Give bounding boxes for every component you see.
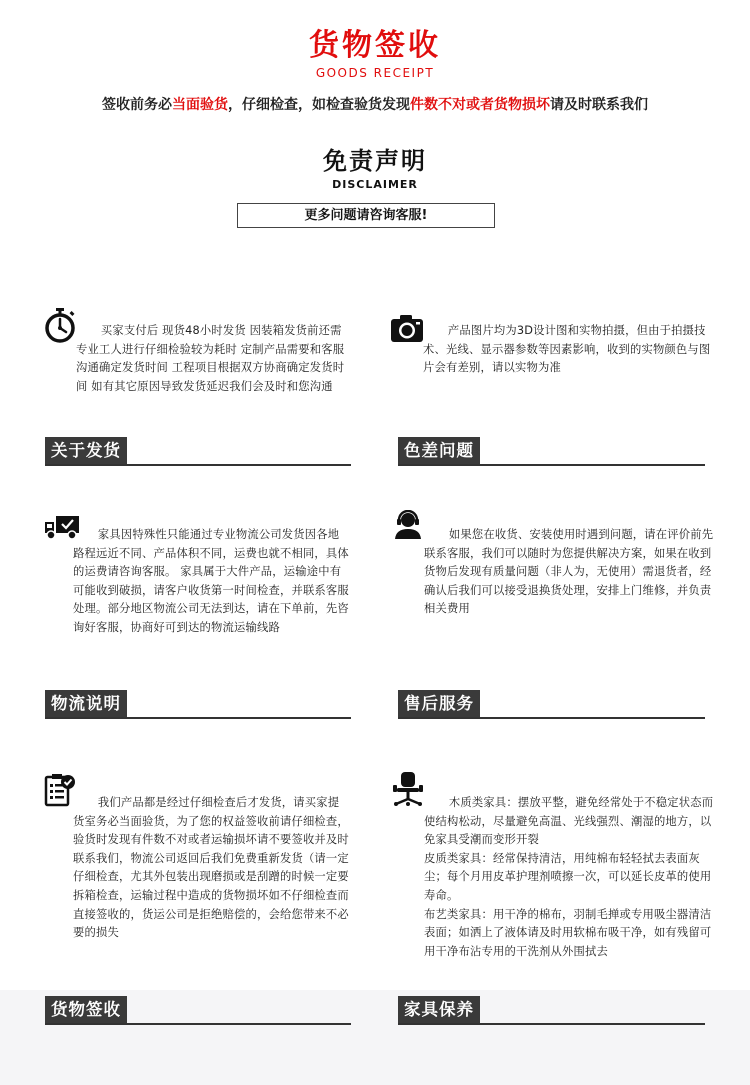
notice-highlight-1: 当面验货 xyxy=(172,97,228,113)
camera-icon xyxy=(390,312,424,344)
aftersales-text: 如果您在收货、安装使用时遇到问题，请在评价前先联系客服，我们可以随时为您提供解决方案，如果在收到货物后发现有质量问题（非人为，无使用）需退货者，经确认后我们可以接受退换货处理，安排上门维修，并负责相关费用 xyxy=(424,528,714,616)
receipt-text: 我们产品都是经过仔细检查后才发货，请买家提货室务必当面验货，为了您的权益签收前请仔细检查，验货时发现有件数不对或者运输损坏请不要签收并及时联系我们，物流公司返回后我们免费重新发货（请一定仔细检查，尤其外包装出现磨损或是刮蹭的时候一定要拆箱检查，运输过程中造成的货物损坏如不仔细检查而直接签收的，货运公司是拒绝赔偿的，会给您带来不必要的损失 xyxy=(73,796,349,940)
notice-text-3: 请及时联系我们 xyxy=(550,97,648,113)
section-label-aftersales: 售后服务 xyxy=(398,690,480,718)
section-divider xyxy=(398,717,705,719)
section-divider xyxy=(398,464,705,466)
contact-service-button[interactable]: 更多问题请咨询客服! xyxy=(237,203,495,228)
office-chair-icon xyxy=(392,771,424,807)
section-label-receipt: 货物签收 xyxy=(45,996,127,1024)
care-fabric-text: 布艺类家具：用干净的棉布，羽制毛掸或专用吸尘器清洁表面；如洒上了液体请及时用软棉布吸干净，如有残留可用干净布沾专用的干洗剂从外围拭去 xyxy=(424,907,712,958)
section-label-care: 家具保养 xyxy=(398,996,480,1024)
page-title: 货物签收 xyxy=(309,28,441,63)
headset-agent-icon xyxy=(393,510,423,540)
notice-text-1: 签收前务必 xyxy=(102,97,172,113)
section-divider xyxy=(398,1023,705,1025)
disclaimer-subtitle: DISCLAIMER xyxy=(332,178,418,191)
page-subtitle: GOODS RECEIPT xyxy=(315,66,435,80)
notice-highlight-2: 件数不对或者货物损坏 xyxy=(410,97,550,113)
care-leather-text: 皮质类家具：经常保持清洁，用纯棉布轻轻拭去表面灰尘；每个月用皮革护理剂喷擦一次，可以延长皮革的使用寿命。 xyxy=(424,851,712,902)
disclaimer-title: 免责声明 xyxy=(323,147,427,175)
stopwatch-icon xyxy=(42,307,78,343)
section-label-shipping: 关于发货 xyxy=(45,437,127,465)
shipping-text: 买家支付后 现货48小时发货 因装箱发货前还需专业工人进行仔细检验较为耗时 定制产品需要和客服沟通确定发货时间 工程项目根据双方协商确定发货时间 如有其它原因导致发货延迟我们会及时和您沟通 xyxy=(76,324,345,393)
section-divider xyxy=(45,1023,351,1025)
logistics-text: 家具因特殊性只能通过专业物流公司发货因各地路程远近不同、产品体积不同，运费也就不相同，具体的运费请咨询客服。 家具属于大件产品，运输途中有可能收到破损，请客户收货第一时间检查，并联系客服处理。部分地区物流公司无法到达，请在下单前，先咨询好客服，协商好可到达的物流运输线路 xyxy=(73,528,349,634)
color-text: 产品图片均为3D设计图和实物拍摄，但由于拍摄技术、光线、显示器参数等因素影响，收到的实物颜色与图片会有差别，请以实物为准 xyxy=(423,324,711,375)
clipboard-check-icon xyxy=(44,773,76,807)
section-label-color: 色差问题 xyxy=(398,437,480,465)
receipt-notice xyxy=(0,94,750,114)
section-divider xyxy=(45,464,351,466)
care-wood-text: 木质类家具：摆放平整，避免经常处于不稳定状态而使结构松动，尽量避免高温、光线强烈、潮湿的地方，以免家具受潮而变形开裂 xyxy=(424,796,714,847)
section-divider xyxy=(45,717,351,719)
section-label-logistics: 物流说明 xyxy=(45,690,127,718)
notice-text-2: ，仔细检查，如检查验货发现 xyxy=(228,97,410,113)
care-text xyxy=(424,794,714,961)
